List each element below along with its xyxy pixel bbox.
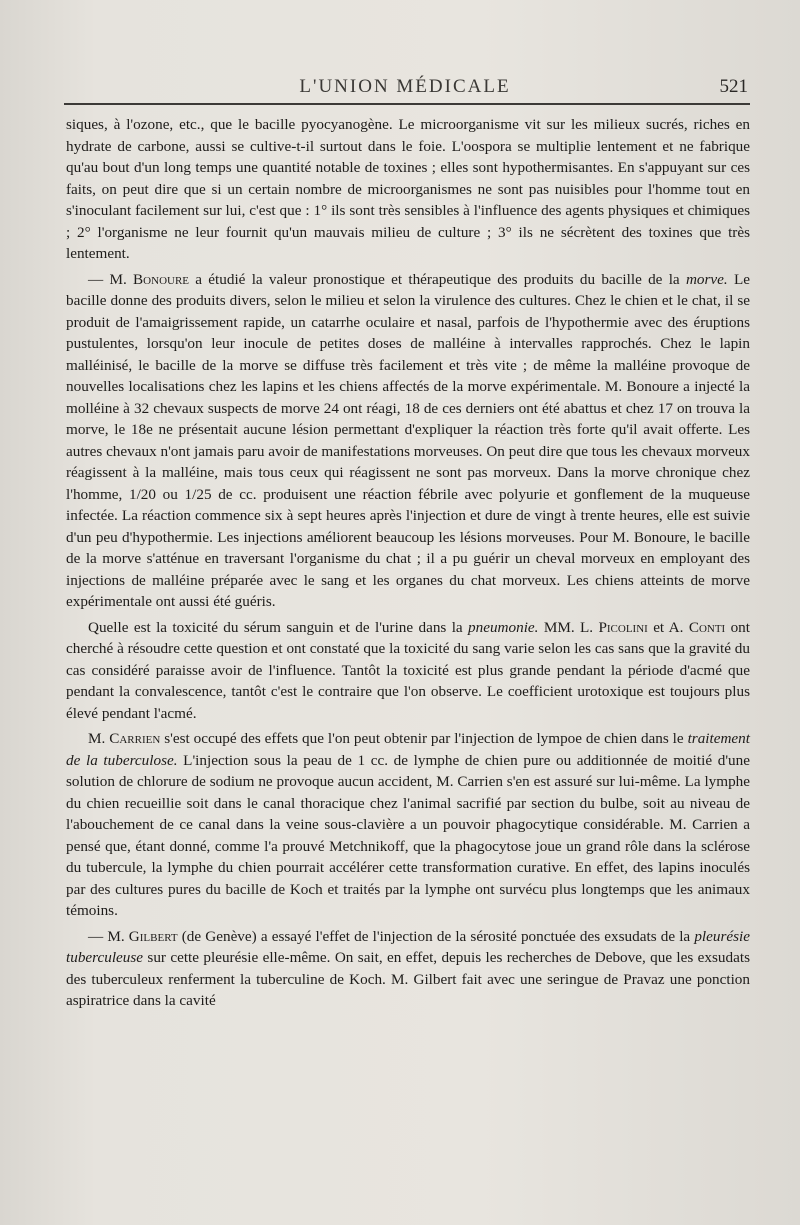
paragraph-5: — M. Gilbert (de Genève) a essayé l'effet de l'injection de la sérosité ponctuée des exsudats de la pleurésie tuberculeuse sur cette pleurésie elle-même. On sait, en effet, depuis les recherches de Debove, que les exsudats des tuberculeux renferment la tuberculine de Koch. M. Gilbert fait avec une seringue de Pravaz une ponction aspiratrice dans la cavité (66, 927, 750, 1009)
paragraph-1: siques, à l'ozone, etc., que le bacille pyocyanogène. Le microorganisme vit sur les milieux sucrés, riches en hydrate de carbone, aussi se cultive-t-il surtout dans le foie. L'oospora se multiplie lentement et ne fabrique qu'au bout d'un long temps une quantité notable de toxines ; elles sont hypothermisantes. En s'appuyant sur ces faits, on peut dire que si un certain nombre de microorganismes ne sont pas nuisibles pour l'homme tout en s'inoculant facilement sur lui, c'est que : 1° ils sont très sensibles à l'influence des agents physiques et chimiques ; 2° l'organisme ne leur fournit qu'un mauvais milieu de culture ; 3° ils ne sécrètent des toxines que très lentement. (66, 116, 750, 262)
running-title: L'UNION MÉDICALE (299, 76, 511, 97)
topic-term: traitement de la tuberculose. (66, 730, 750, 769)
topic-term: morve. (685, 270, 728, 288)
author-name: Conti (688, 618, 726, 636)
page-number: 521 (719, 76, 748, 97)
author-name: Gilbert (128, 927, 178, 945)
topic-term: pleurésie tuberculeuse (66, 927, 750, 966)
article-body (66, 114, 750, 1016)
paragraph-3: Quelle est la toxicité du sérum sanguin et de l'urine dans la pneumonie. MM. L. Picolini et A. Conti ont cherché à résoudre cette question et ont constaté que la toxicité du sang varie selon les cas sans que la gravité du cas considéré paraisse avoir de l'influence. Tantôt la toxicité est plus grande pendant la période d'acmé que pendant la convalescence, tantôt c'est le contraire que l'on observe. Le coefficient urotoxique est toujours plus élevé pendant l'acmé. (66, 618, 750, 722)
author-name: Bonoure (133, 270, 190, 288)
author-name: Carrien (109, 730, 161, 747)
paragraph-2: — M. Bonoure a étudié la valeur pronostique et thérapeutique des produits du bacille de la morve. Le bacille donne des produits divers, selon le milieu et selon la virulence des cultures. Chez le chien et le chat, il se produit de l'amaigrissement rapide, un catarrhe oculaire et nasal, parfois de l'hypothermie avec des éruptions pustulentes, lorsqu'on leur inocule de petites doses de malléine à intervalles rapprochés. Chez le lapin malléinisé, le bacille de la morve se diffuse très facilement et très vite ; de même la malléine provoque de nouvelles localisations chez les lapins et les chiens affectés de la morve expérimentale. M. Bonoure a injecté la molléine à 32 chevaux suspects de morve 24 ont réagi, 18 de ces derniers ont été abattus et chez 17 on trouva la morve, le 18e ne présentait aucune lésion permettant d'expliquer la réaction très forte qu'il avait offerte. Les autres chevaux n'ont jamais paru avoir de manifestations morveuses. On peut dire que tous les chevaux morveux réagissent à la malléine, mais tous ceux qui réagissent ne sont pas morveux. Dans la morve chronique chez l'homme, 1/20 ou 1/25 de cc. produisent une réaction fébrile avec polyurie et gonflement de la muqueuse infectée. La réaction commence six à sept heures après l'injection et dure de vingt à trente heures, elle est suivie d'un peu d'hypothermie. Les injections améliorent beaucoup les lésions morveuses. Pour M. Bonoure, le bacille de la morve s'atténue en traversant l'organisme du chat ; il a pu guérir un cheval morveux en employant des injections de malléine préparée avec le sang et les organes du chat morveux. Les chiens atteints de morve expérimentale ont aussi été guéris. (66, 270, 750, 610)
page-header (62, 76, 748, 98)
topic-term: pneumonie. (468, 618, 539, 636)
paragraph-4: M. Carrien s'est occupé des effets que l'on peut obtenir par l'injection de lympoe de chien dans le traitement de la tuberculose. L'injection sous la peau de 1 cc. de lymphe de chien pure ou additionnée de moitié d'une solution de chlorure de sodium ne provoque aucun accident, M. Carrien s'en est assuré sur lui-même. La lymphe du chien recueillie soit dans le canal thoracique chez l'animal sacrifié par section du bulbe, soit au niveau de l'abouchement de ce canal dans la veine sous-clavière a un pouvoir phagocytique considérable. M. Carrien a pensé que, étant donné, comme l'a prouvé Metchnikoff, que la phagocytose joue un grand rôle dans la sclérose du tubercule, la lymphe du chien pourrait accélérer cette transformation curative. En effet, des lapins inoculés par des cultures pures du bacille de Koch et traités par la lymphe ont survécu plus longtemps que les animaux témoins. (66, 730, 750, 919)
author-name: Picolini (598, 618, 648, 636)
header-rule (64, 103, 750, 105)
